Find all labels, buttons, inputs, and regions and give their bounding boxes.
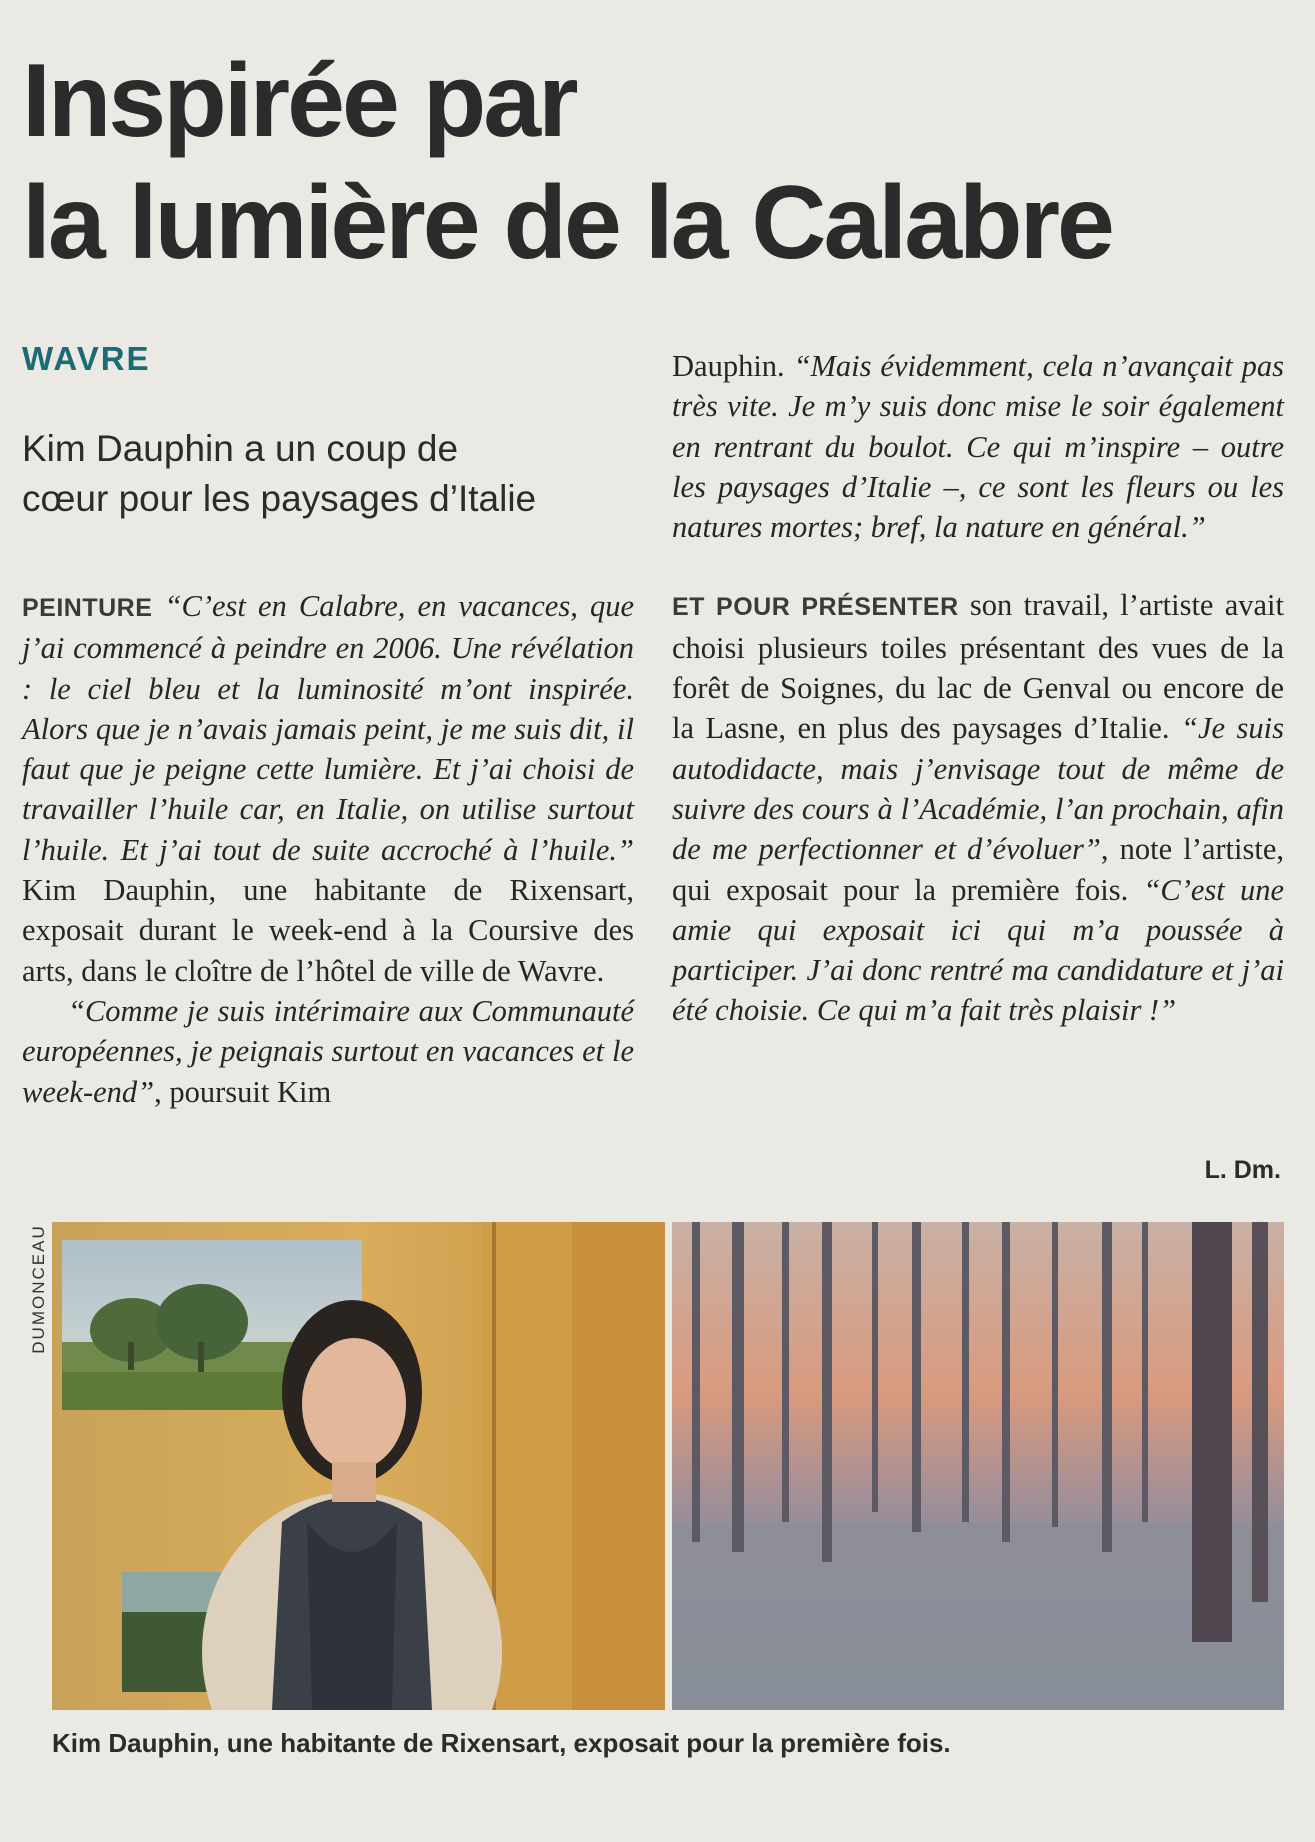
article-column-right <box>672 346 1284 1031</box>
subheadline-line-1: Kim Dauphin a un coup de <box>22 428 459 469</box>
photo-credit-text: DUMONCEAU <box>29 1224 48 1354</box>
headline <box>22 40 1292 284</box>
forest-painting-image <box>672 1222 1284 1710</box>
photo-artist-portrait <box>52 1222 665 1710</box>
subheadline-line-2: cœur pour les paysages d’Italie <box>22 478 537 519</box>
article-column-left <box>22 586 634 1112</box>
photo-forest-painting <box>672 1222 1284 1710</box>
paragraph-4-text: son travail, l’artiste avait choisi plusieurs toiles présentant des vues de la forêt de Soignes, du lac de Genval ou encore de la Lasne, en plus des paysages d’Italie. <box>672 588 1284 746</box>
subheadline <box>22 424 642 524</box>
paragraph-2 <box>22 991 634 1112</box>
photo-credit <box>24 1224 54 1354</box>
quote-interimaire: “Comme je suis intérimaire aux Communauté européennes, je peignais surtout en vacances et le week-end” <box>22 993 634 1109</box>
lead-word-peinture: PEINTURE <box>22 594 153 622</box>
quote-autodidacte: “Je suis autodidacte, mais j’envisage tout de même de suivre des cours à l’Académie, l’an prochain, afin de me perfectionner et d’évoluer” <box>672 711 1284 867</box>
artist-portrait-image <box>52 1222 665 1710</box>
quote-evidemment: “Mais évidemment, cela n’avançait pas très vite. Je m’y suis donc mise le soir également en rentrant du boulot. Ce qui m’inspire – outre les paysages d’Italie –, ce sont les fleurs ou les natures mortes; bref, la nature en général.” <box>672 349 1284 545</box>
photo-caption: Kim Dauphin, une habitante de Rixensart, exposait pour la première fois. <box>52 1728 951 1758</box>
paragraph-2-text: , poursuit Kim <box>154 1074 332 1109</box>
location-kicker: WAVRE <box>22 340 151 377</box>
paragraph-3 <box>672 346 1284 547</box>
paragraph-4 <box>672 585 1284 1030</box>
quote-amie: “C’est une amie qui exposait ici qui m’a poussée à participer. J’ai donc rentré ma candidature et j’ai été choisie. Ce qui m’a fait très plaisir !” <box>672 872 1284 1028</box>
author-byline: L. Dm. <box>1204 1156 1281 1184</box>
headline-line-1: Inspirée par <box>22 43 576 159</box>
lead-word-presenter: ET POUR PRÉSENTER <box>672 593 959 622</box>
quote-calabre: “C’est en Calabre, en vacances, que j’ai commencé à peindre en 2006. Une révélation : le ciel bleu et la luminosité m’ont inspirée. Alors que je n’avais jamais peint, je me suis dit, il faut que je peigne cette lumière. Et j’ai choisi de travailler l’huile car, en Italie, on utilise surtout l’huile. Et j’ai tout de suite accroché à l’huile.” <box>22 589 635 867</box>
paragraph-4-rest: , note l’artiste, qui exposait pour la première fois. <box>672 832 1284 907</box>
headline-line-2: la lumière de la Calabre <box>22 165 1112 281</box>
paragraph-1-text: Kim Dauphin, une habitante de Rixensart, exposait durant le week-end à la Coursive des arts, dans le cloître de l’hôtel de ville de Wavre. <box>22 873 634 988</box>
paragraph-3-start: Dauphin. <box>672 349 794 383</box>
paragraph-1 <box>22 586 634 991</box>
